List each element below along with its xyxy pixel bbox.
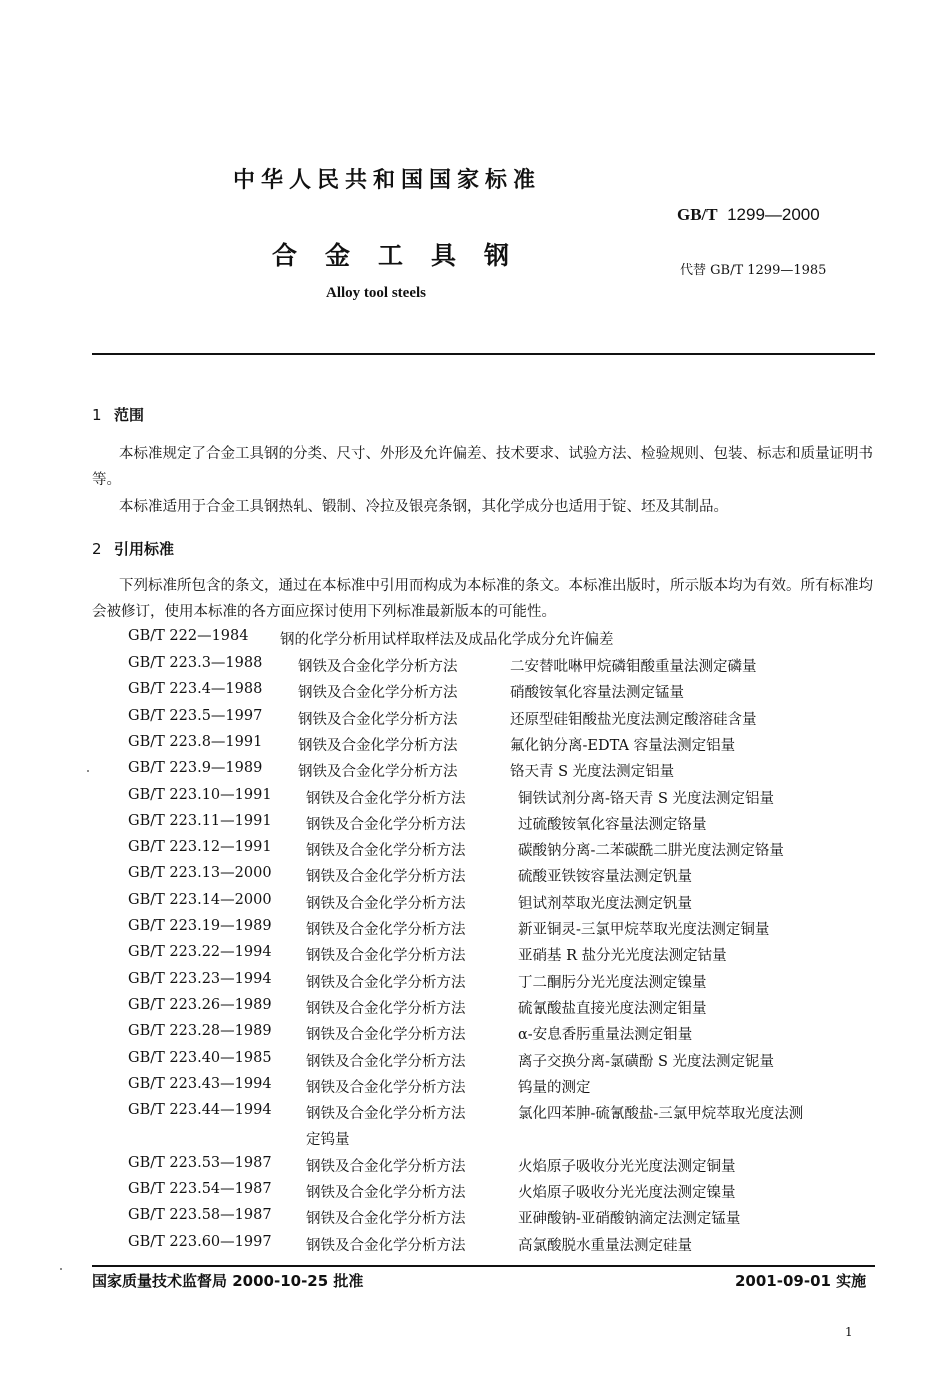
reference-code: GB/T 223.12—1991 bbox=[128, 839, 272, 856]
reference-code: GB/T 223.58—1987 bbox=[128, 1207, 272, 1224]
replaces-standard: 代替 GB/T 1299—1985 bbox=[680, 263, 827, 278]
reference-category: 钢铁及合金化学分析方法 bbox=[298, 659, 458, 675]
reference-method: 丁二酮肟分光光度法测定镍量 bbox=[518, 974, 707, 991]
reference-method-continuation: 定钨量 bbox=[306, 1132, 350, 1149]
reference-code: GB/T 223.26—1989 bbox=[128, 996, 272, 1013]
page-number: 1 bbox=[845, 1325, 853, 1339]
reference-category: 钢铁及合金化学分析方法 bbox=[306, 790, 466, 807]
reference-method: 硫酸亚铁铵容量法测定钒量 bbox=[518, 869, 692, 886]
reference-code: GB/T 223.11—1991 bbox=[128, 812, 272, 829]
reference-method: α-安息香肟重量法测定钼量 bbox=[518, 1027, 693, 1044]
reference-category: 钢铁及合金化学分析方法 bbox=[306, 1027, 466, 1044]
document-title-english: Alloy tool steels bbox=[326, 285, 426, 301]
scan-speck bbox=[60, 1268, 62, 1270]
reference-category: 钢铁及合金化学分析方法 bbox=[306, 1237, 466, 1254]
reference-code: GB/T 223.22—1994 bbox=[128, 944, 272, 961]
document-title-chinese: 合金工具钢 bbox=[272, 241, 538, 270]
reference-method: 钨量的测定 bbox=[518, 1079, 591, 1096]
reference-category: 钢铁及合金化学分析方法 bbox=[306, 974, 466, 991]
reference-code: GB/T 223.40—1985 bbox=[128, 1049, 272, 1066]
reference-code: GB/T 223.19—1989 bbox=[128, 918, 272, 934]
standard-code bbox=[677, 205, 820, 225]
reference-method: 还原型硅钼酸盐光度法测定酸溶硅含量 bbox=[510, 711, 757, 728]
reference-method: 离子交换分离-氯磺酚 S 光度法测定铌量 bbox=[518, 1053, 775, 1070]
scan-speck bbox=[87, 770, 89, 772]
reference-code: GB/T 223.28—1989 bbox=[128, 1023, 272, 1040]
reference-code: GB/T 223.43—1994 bbox=[128, 1075, 272, 1092]
standard-code-number: 1299—2000 bbox=[727, 205, 820, 224]
reference-category: 钢铁及合金化学分析方法 bbox=[306, 922, 466, 938]
reference-category: 钢铁及合金化学分析方法 bbox=[306, 1106, 466, 1123]
section-1-paragraph-1: 本标准规定了合金工具钢的分类、尺寸、外形及允许偏差、技术要求、试验方法、检验规则、包装、标志和质量证明书等。 bbox=[92, 446, 873, 488]
reference-code: GB/T 223.9—1989 bbox=[128, 760, 263, 777]
footer-divider bbox=[92, 1265, 875, 1267]
reference-category: 钢铁及合金化学分析方法 bbox=[306, 948, 466, 965]
reference-code: GB/T 223.44—1994 bbox=[128, 1102, 272, 1119]
reference-method: 火焰原子吸收分光光度法测定铜量 bbox=[518, 1158, 736, 1175]
reference-category: 钢铁及合金化学分析方法 bbox=[306, 1000, 466, 1017]
reference-code: GB/T 223.60—1997 bbox=[128, 1233, 272, 1250]
section-1-title: 范围 bbox=[114, 406, 145, 424]
reference-category: 钢铁及合金化学分析方法 bbox=[298, 685, 458, 702]
reference-category: 钢铁及合金化学分析方法 bbox=[298, 764, 458, 781]
reference-method: 氯化四苯胂-硫氰酸盐-三氯甲烷萃取光度法测 bbox=[518, 1106, 804, 1123]
reference-code: GB/T 223.14—2000 bbox=[128, 891, 272, 908]
reference-category: 钢铁及合金化学分析方法 bbox=[298, 711, 458, 728]
reference-code: GB/T 223.8—1991 bbox=[128, 733, 263, 750]
reference-method: 硫氰酸盐直接光度法测定钼量 bbox=[518, 1000, 707, 1017]
reference-category: 钢铁及合金化学分析方法 bbox=[306, 1158, 466, 1175]
reference-category: 钢铁及合金化学分析方法 bbox=[306, 1211, 466, 1228]
reference-method: 氟化钠分离-EDTA 容量法测定铝量 bbox=[510, 737, 736, 754]
reference-category: 钢铁及合金化学分析方法 bbox=[306, 1185, 466, 1201]
effective-date: 2001-09-01 实施 bbox=[735, 1272, 867, 1290]
reference-method: 亚砷酸钠-亚硝酸钠滴定法测定锰量 bbox=[518, 1211, 741, 1228]
reference-code: GB/T 222—1984 bbox=[128, 628, 249, 644]
section-2-title: 引用标准 bbox=[114, 540, 175, 558]
reference-method: 新亚铜灵-三氯甲烷萃取光度法测定铜量 bbox=[518, 922, 770, 938]
reference-method: 过硫酸铵氧化容量法测定铬量 bbox=[518, 816, 707, 833]
reference-category: 钢铁及合金化学分析方法 bbox=[306, 1079, 466, 1096]
reference-category: 钢铁及合金化学分析方法 bbox=[306, 843, 466, 860]
reference-method: 碳酸钠分离-二苯碳酰二肼光度法测定铬量 bbox=[518, 843, 784, 860]
reference-method: 亚硝基 R 盐分光光度法测定钴量 bbox=[518, 948, 727, 965]
reference-code: GB/T 223.53—1987 bbox=[128, 1154, 272, 1171]
reference-code: GB/T 223.23—1994 bbox=[128, 970, 272, 987]
reference-category: 钢铁及合金化学分析方法 bbox=[298, 737, 458, 754]
reference-category: 钢铁及合金化学分析方法 bbox=[306, 895, 466, 912]
approval-date: 国家质量技术监督局 2000-10-25 批准 bbox=[92, 1272, 364, 1290]
reference-code: GB/T 223.54—1987 bbox=[128, 1181, 272, 1197]
reference-code: GB/T 223.10—1991 bbox=[128, 786, 272, 803]
reference-method: 硝酸铵氧化容量法测定锰量 bbox=[510, 685, 684, 702]
section-2-number: 2 bbox=[92, 540, 102, 558]
header-divider bbox=[92, 353, 875, 355]
reference-code: GB/T 223.5—1997 bbox=[128, 707, 263, 724]
section-1-paragraph-2: 本标准适用于合金工具钢热轧、锻制、冷拉及银亮条钢，其化学成分也适用于锭、坯及其制品。 bbox=[119, 499, 728, 515]
reference-code: GB/T 223.4—1988 bbox=[128, 681, 263, 698]
section-1-heading bbox=[92, 404, 144, 425]
reference-code: GB/T 223.3—1988 bbox=[128, 655, 263, 671]
reference-method: 钽试剂萃取光度法测定钒量 bbox=[518, 895, 692, 912]
reference-code: GB/T 223.13—2000 bbox=[128, 865, 272, 882]
national-standard-heading: 中华人民共和国国家标准 bbox=[233, 168, 542, 193]
section-2-intro: 下列标准所包含的条文，通过在本标准中引用而构成为本标准的条文。本标准出版时，所示版本均为有效。所有标准均会被修订，使用本标准的各方面应探讨使用下列标准最新版本的可能性。 bbox=[92, 578, 873, 620]
standard-code-prefix: GB/T bbox=[677, 205, 718, 224]
reference-method: 高氯酸脱水重量法测定硅量 bbox=[518, 1237, 692, 1254]
reference-method: 火焰原子吸收分光光度法测定镍量 bbox=[518, 1185, 736, 1201]
reference-method: 铜铁试剂分离-铬天青 S 光度法测定铝量 bbox=[518, 790, 775, 807]
section-1-number: 1 bbox=[92, 406, 102, 424]
reference-category: 钢铁及合金化学分析方法 bbox=[306, 816, 466, 833]
reference-title: 钢的化学分析用试样取样法及成品化学成分允许偏差 bbox=[280, 632, 614, 648]
reference-method: 二安替吡啉甲烷磷钼酸重量法测定磷量 bbox=[510, 659, 757, 675]
section-2-heading bbox=[92, 538, 174, 559]
reference-category: 钢铁及合金化学分析方法 bbox=[306, 1053, 466, 1070]
reference-method: 铬天青 S 光度法测定铝量 bbox=[510, 764, 675, 781]
reference-category: 钢铁及合金化学分析方法 bbox=[306, 869, 466, 886]
